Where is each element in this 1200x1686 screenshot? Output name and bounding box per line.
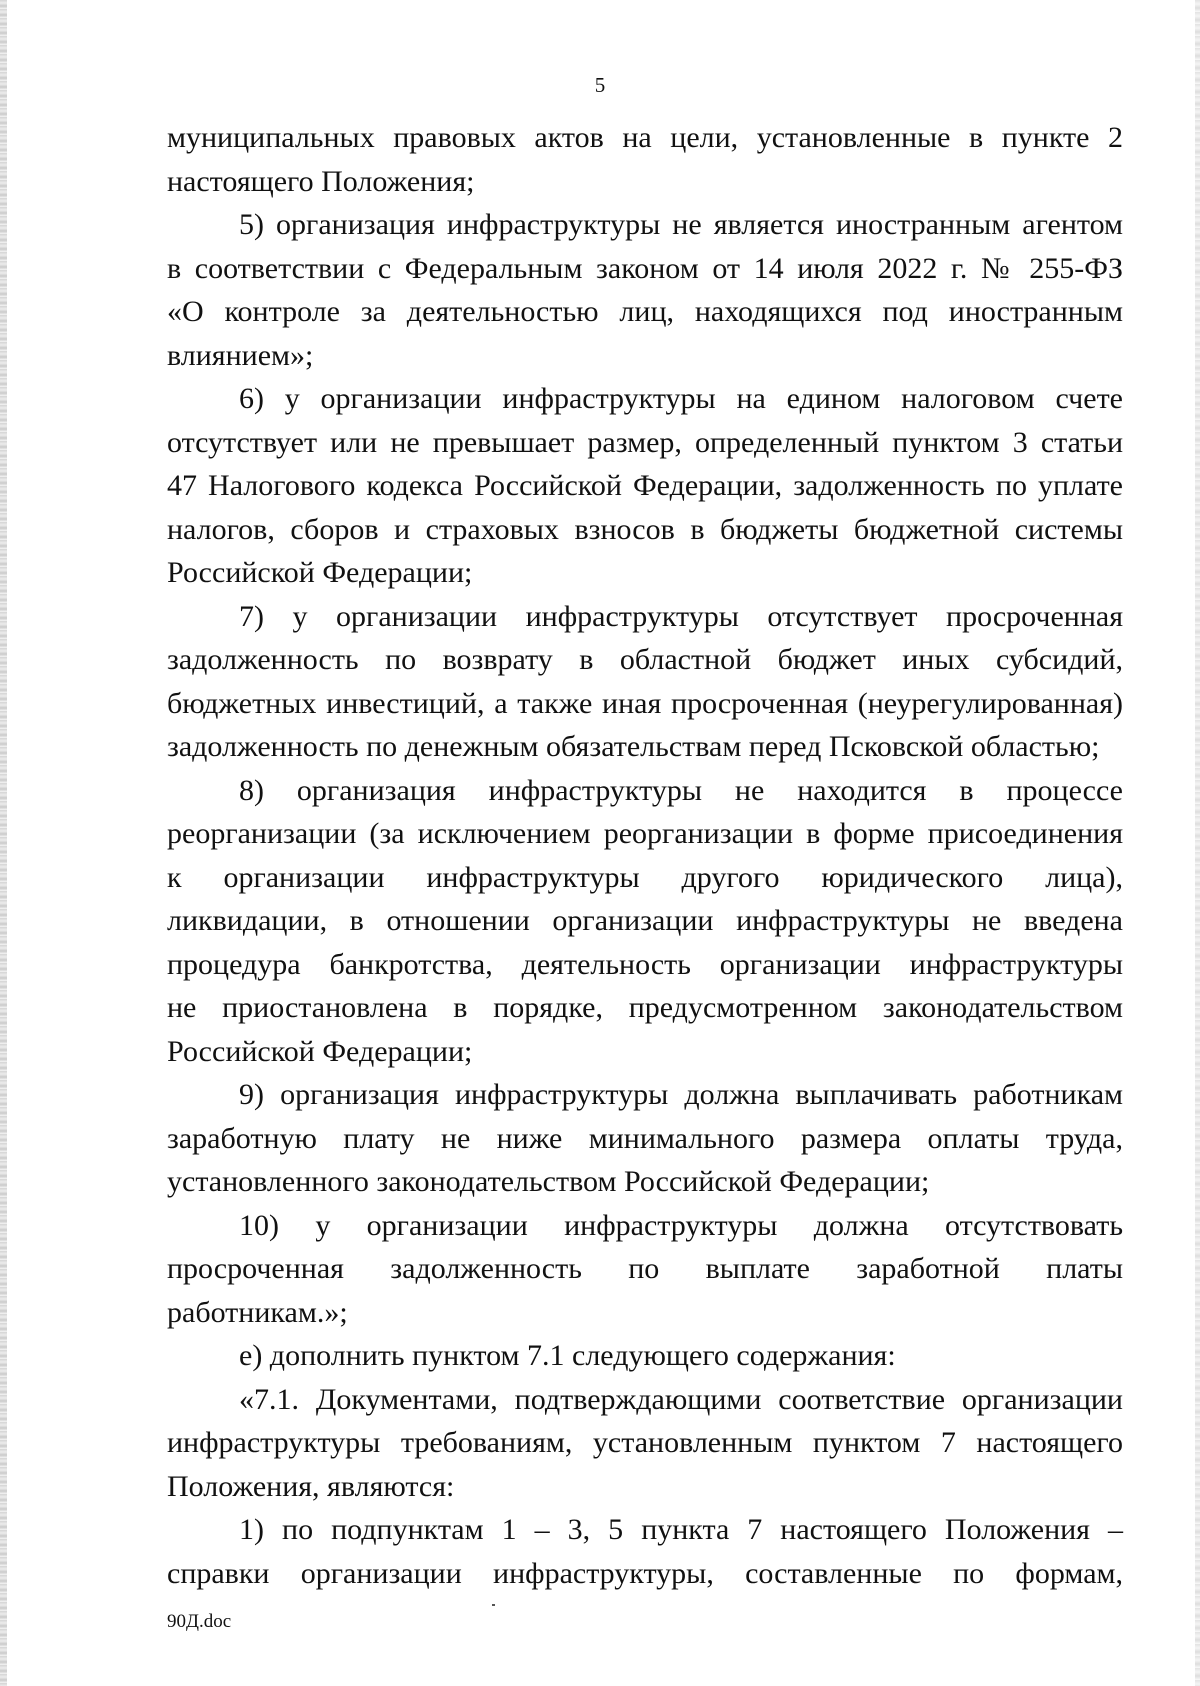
text-line: установленного законодательством Российской Федерации; (167, 1165, 930, 1198)
text-line: е) дополнить пунктом 7.1 следующего содержания: (239, 1339, 896, 1372)
text-line: инфраструктуры требованиям, установленным пунктом 7 настоящего (167, 1426, 1123, 1459)
paragraph-item-9 (167, 1073, 1123, 1204)
text-line: 6) у организации инфраструктуры на едином налоговом счете (239, 382, 1123, 415)
text-line: задолженность по возврату в областной бюджет иных субсидий, (167, 643, 1123, 676)
text-line: «7.1. Документами, подтверждающими соответствие организации (239, 1382, 1123, 1416)
paragraph-subitem-1 (167, 1508, 1123, 1595)
text-line: 9) организация инфраструктуры должна выплачивать работникам (239, 1078, 1123, 1111)
paragraph-item-10 (167, 1204, 1123, 1335)
text-line: ликвидации, в отношении организации инфраструктуры не введена (167, 904, 1123, 937)
text-line: муниципальных правовых актов на цели, установленные в пункте 2 (167, 121, 1123, 154)
text-line: 47 Налогового кодекса Российской Федерации, задолженность по уплате (167, 469, 1123, 502)
scan-edge-left (0, 0, 7, 1686)
text-line: 8) организация инфраструктуры не находится в процессе (239, 773, 1123, 807)
text-line: процедура банкротства, деятельность организации инфраструктуры (167, 947, 1123, 981)
text-line: бюджетных инвестиций, а также иная просроченная (неурегулированная) (167, 686, 1123, 720)
paragraph-item-8 (167, 769, 1123, 1074)
text-line: работникам.»; (167, 1295, 348, 1329)
text-line: заработную плату не ниже минимального размера оплаты труда, (167, 1121, 1123, 1155)
document-body (167, 116, 1123, 1595)
paragraph-item-7 (167, 595, 1123, 769)
text-line: «О контроле за деятельностью лиц, находящихся под иностранным (167, 295, 1123, 328)
text-line: влиянием»; (167, 338, 314, 372)
scan-speck (492, 1604, 495, 1606)
text-line: 7) у организации инфраструктуры отсутствует просроченная (239, 599, 1123, 633)
text-line: 10) у организации инфраструктуры должна отсутствовать (239, 1208, 1123, 1242)
page-number: 5 (594, 73, 606, 97)
text-line: настоящего Положения; (167, 164, 475, 198)
text-line: не приостановлена в порядке, предусмотренном законодательством (167, 991, 1123, 1024)
text-line: 5) организация инфраструктуры не является иностранным агентом (239, 208, 1123, 241)
text-line: просроченная задолженность по выплате заработной платы (167, 1252, 1123, 1285)
text-line: задолженность по денежным обязательствам перед Псковской областью; (167, 730, 1100, 763)
document-file-code: 90Д.doc (167, 1611, 232, 1632)
text-line: Положения, являются: (167, 1469, 455, 1503)
text-line: налогов, сборов и страховых взносов в бюджеты бюджетной системы (167, 512, 1123, 546)
paragraph-item-6 (167, 377, 1123, 595)
text-line: 1) по подпунктам 1 – 3, 5 пункта 7 настоящего Положения – (239, 1513, 1123, 1546)
text-line: Российской Федерации; (167, 1034, 473, 1068)
paragraph-continuation (167, 116, 1123, 203)
paragraph-item-5 (167, 203, 1123, 377)
text-line: в соответствии с Федеральным законом от 14 июля 2022 г. № 255-ФЗ (167, 251, 1123, 285)
text-line: Российской Федерации; (167, 556, 473, 589)
paragraph-amendment-e (167, 1334, 1123, 1378)
text-line: к организации инфраструктуры другого юридического лица), (167, 860, 1123, 894)
scan-edge-right (1195, 0, 1200, 1686)
text-line: реорганизации (за исключением реорганизации в форме присоединения (167, 817, 1123, 850)
paragraph-item-7-1 (167, 1378, 1123, 1509)
text-line: справки организации инфраструктуры, составленные по формам, (167, 1556, 1123, 1590)
text-line: отсутствует или не превышает размер, определенный пунктом 3 статьи (167, 425, 1123, 459)
